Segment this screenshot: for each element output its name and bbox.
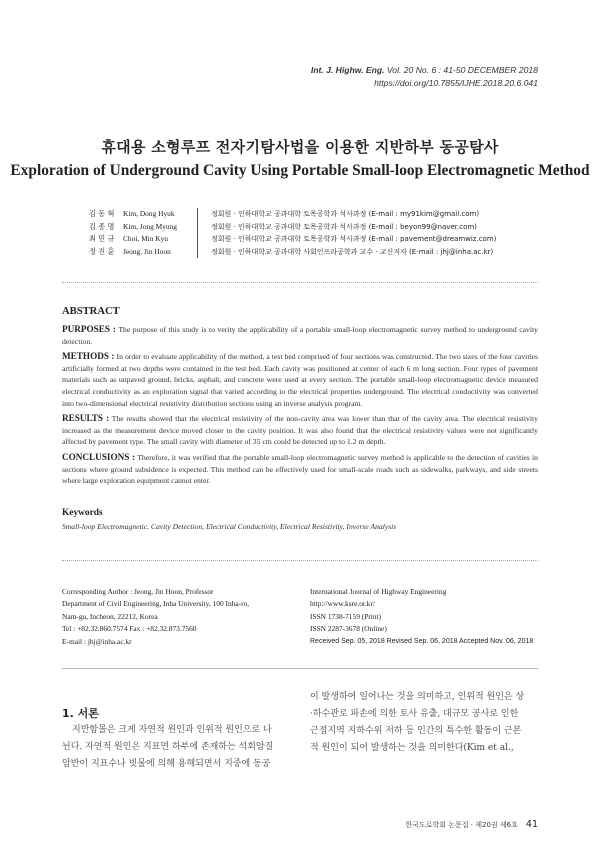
page-footer bbox=[406, 819, 539, 830]
body-line: 근접지역 지하수위 저하 등 인간의 특수한 활동이 근본 bbox=[310, 726, 522, 736]
author-affiliation: 정회원 · 인하대학교 공과대학 사회인프라공학과 교수 · 교신저자 (E-mail : jhj@inha.ac.kr) bbox=[211, 247, 494, 256]
footer-journal: 한국도로학회 논문집 · 제20권 제6호 bbox=[405, 821, 518, 829]
abstract-results bbox=[62, 413, 538, 448]
author-name-en: Jeong, Jin Hoon bbox=[123, 246, 171, 256]
corr-line: Nam-gu, Incheon, 22212, Korea bbox=[62, 611, 158, 621]
journal-header bbox=[311, 64, 538, 90]
methods-text: In order to evaluate applicability of the method, a test bed comprised of four sections was constructed. The two sizes of the four cavities artificially formed at two depths were contained in the test bed. Each cavity was positioned at center of each 6 m long section. Four types of pavement materials such as unpaved ground, bricks, asphalt, and concrete were used at every section. The portable small-loop electromagnetic device measured electrical conductivity as an exploration signal that varied according to the electrical properties underground. The electrical conductivity was converted into two-dimensional electrical resistivity distribution sections using an inverse analysis program. bbox=[62, 352, 538, 408]
body-column-left bbox=[62, 722, 294, 773]
author-name-ko: 김 동 혁 bbox=[89, 209, 115, 218]
abstract-body bbox=[62, 324, 538, 491]
corr-line: Tel : +82.32.860.7574 Fax : +82.32.873.7560 bbox=[62, 624, 197, 634]
author-name-en: Kim, Dong Hyuk bbox=[123, 209, 175, 218]
methods-label: METHODS : bbox=[62, 351, 115, 362]
doi-link[interactable]: https://doi.org/10.7855/IJHE.2018.20.6.041 bbox=[374, 78, 538, 88]
abstract-purposes bbox=[62, 324, 538, 347]
author-row bbox=[89, 233, 496, 246]
body-line: 지반함몰은 크게 자연적 원인과 인위적 원인으로 나 bbox=[72, 725, 272, 735]
body-line: 암반이 지표수나 빗물에 의해 용해되면서 지중에 동공 bbox=[62, 759, 271, 769]
results-label: RESULTS : bbox=[62, 413, 110, 424]
conclusions-text: Therefore, it was verified that the portable small-loop electromagnetic survey method is applicable to the detection of cavities in sections where ground subsidence is expected. This method can be effectively used for small-scale roads such as sidewalks, parkways, and side streets where large exploration equipment cannot enter. bbox=[62, 452, 539, 486]
title-korean: 휴대용 소형루프 전자기탐사법을 이용한 지반하부 동공탐사 bbox=[101, 138, 499, 156]
divider bbox=[62, 282, 538, 283]
corresponding-author-block bbox=[62, 586, 249, 648]
corr-line: Department of Civil Engineering, Inha University, 100 Inha-ro, bbox=[62, 599, 250, 609]
author-divider bbox=[197, 208, 211, 221]
author-list bbox=[89, 208, 496, 258]
author-affiliation: 정회원 · 인하대학교 공과대학 토목공학과 석사과정 (E-mail : my91kim@gmail.com) bbox=[211, 210, 480, 218]
journal-name: International Journal of Highway Engineering bbox=[310, 587, 447, 596]
corr-email[interactable]: E-mail : jhj@inha.ac.kr bbox=[62, 636, 132, 646]
section-title: 1. 서론 bbox=[62, 707, 99, 720]
author-name-ko: 최 민 규 bbox=[89, 234, 115, 244]
body-line: ·하수관로 파손에 의한 토사 유출, 대규모 공사로 인한 bbox=[310, 709, 519, 719]
author-affiliation: 정회원 · 인하대학교 공과대학 토목공학과 석사과정 (E-mail : beyon99@naver.com) bbox=[211, 222, 477, 231]
divider bbox=[62, 668, 538, 669]
keywords-text: Small-loop Electromagnetic, Cavity Detection, Electrical Conductivity, Electrical Resistivity, Inverse Analysis bbox=[62, 522, 397, 531]
journal-info-block bbox=[310, 586, 533, 648]
author-row bbox=[89, 221, 496, 234]
journal-url[interactable]: http://www.ksre.or.kr/ bbox=[310, 599, 376, 609]
author-name-en: Choi, Min Kyu bbox=[123, 234, 168, 244]
body-line: 뉜다. 자연적 원인은 지표면 하부에 존재하는 석회암질 bbox=[62, 742, 274, 752]
corr-line: Corresponding Author : Jeong, Jin Hoon, Professor bbox=[62, 587, 214, 596]
title-english: Exploration of Underground Cavity Using Portable Small-loop Electromagnetic Method bbox=[10, 162, 590, 179]
article-dates: Received Sep. 05, 2018 Revised Sep. 06, 2018 Accepted Nov. 06, 2018 bbox=[310, 637, 534, 645]
journal-abbrev: Int. J. Highw. Eng. bbox=[310, 65, 385, 75]
keywords-heading: Keywords bbox=[62, 508, 103, 518]
author-divider bbox=[197, 233, 211, 246]
abstract-heading: ABSTRACT bbox=[62, 306, 120, 317]
author-row bbox=[89, 208, 496, 221]
purposes-label: PURPOSES : bbox=[62, 324, 116, 334]
body-line: 이 발생하여 일어나는 것을 의미하고, 인위적 원인은 상 bbox=[310, 692, 525, 702]
purposes-text: The purpose of this study is to verity the applicability of a portable small-loop electromagnetic survey method to underground cavity detection. bbox=[62, 325, 538, 346]
author-row bbox=[89, 246, 496, 259]
body-column-right bbox=[310, 689, 538, 757]
journal-citation: Vol. 20 No. 6 : 41-50 DECEMBER 2018 bbox=[386, 65, 538, 75]
abstract-conclusions bbox=[62, 452, 538, 487]
conclusions-label: CONCLUSIONS : bbox=[62, 451, 136, 462]
page-number: 41 bbox=[525, 819, 538, 830]
author-divider bbox=[197, 221, 211, 234]
author-name-ko: 김 종 명 bbox=[89, 221, 115, 231]
body-line: 적 원인이 되어 발생하는 것을 의미한다(Kim et al., bbox=[310, 743, 514, 753]
issn-print: ISSN 1738-7159 (Print) bbox=[310, 611, 382, 621]
author-name-en: Kim, Jong Myung bbox=[123, 221, 177, 231]
author-name-ko: 정 진 훈 bbox=[89, 246, 115, 256]
abstract-methods bbox=[62, 351, 538, 409]
results-text: The results showed that the electrical resistivity of the non-cavity area was lower than that of the cavity area. The electrical resistivity increased as the measurement device moved closer to the cavity position. It was also found that the electrical resistivity values were not significantly affected by pavement type. The small cavity with diameter of 35 cm could be detected up to 1.2 m depth. bbox=[62, 414, 538, 447]
author-divider bbox=[197, 246, 211, 259]
issn-online: ISSN 2287-3678 (Online) bbox=[310, 624, 387, 634]
divider bbox=[62, 560, 538, 561]
author-affiliation: 정회원 · 인하대학교 공과대학 토목공학과 석사과정 (E-mail : pavement@dreamwiz.com) bbox=[211, 235, 497, 244]
